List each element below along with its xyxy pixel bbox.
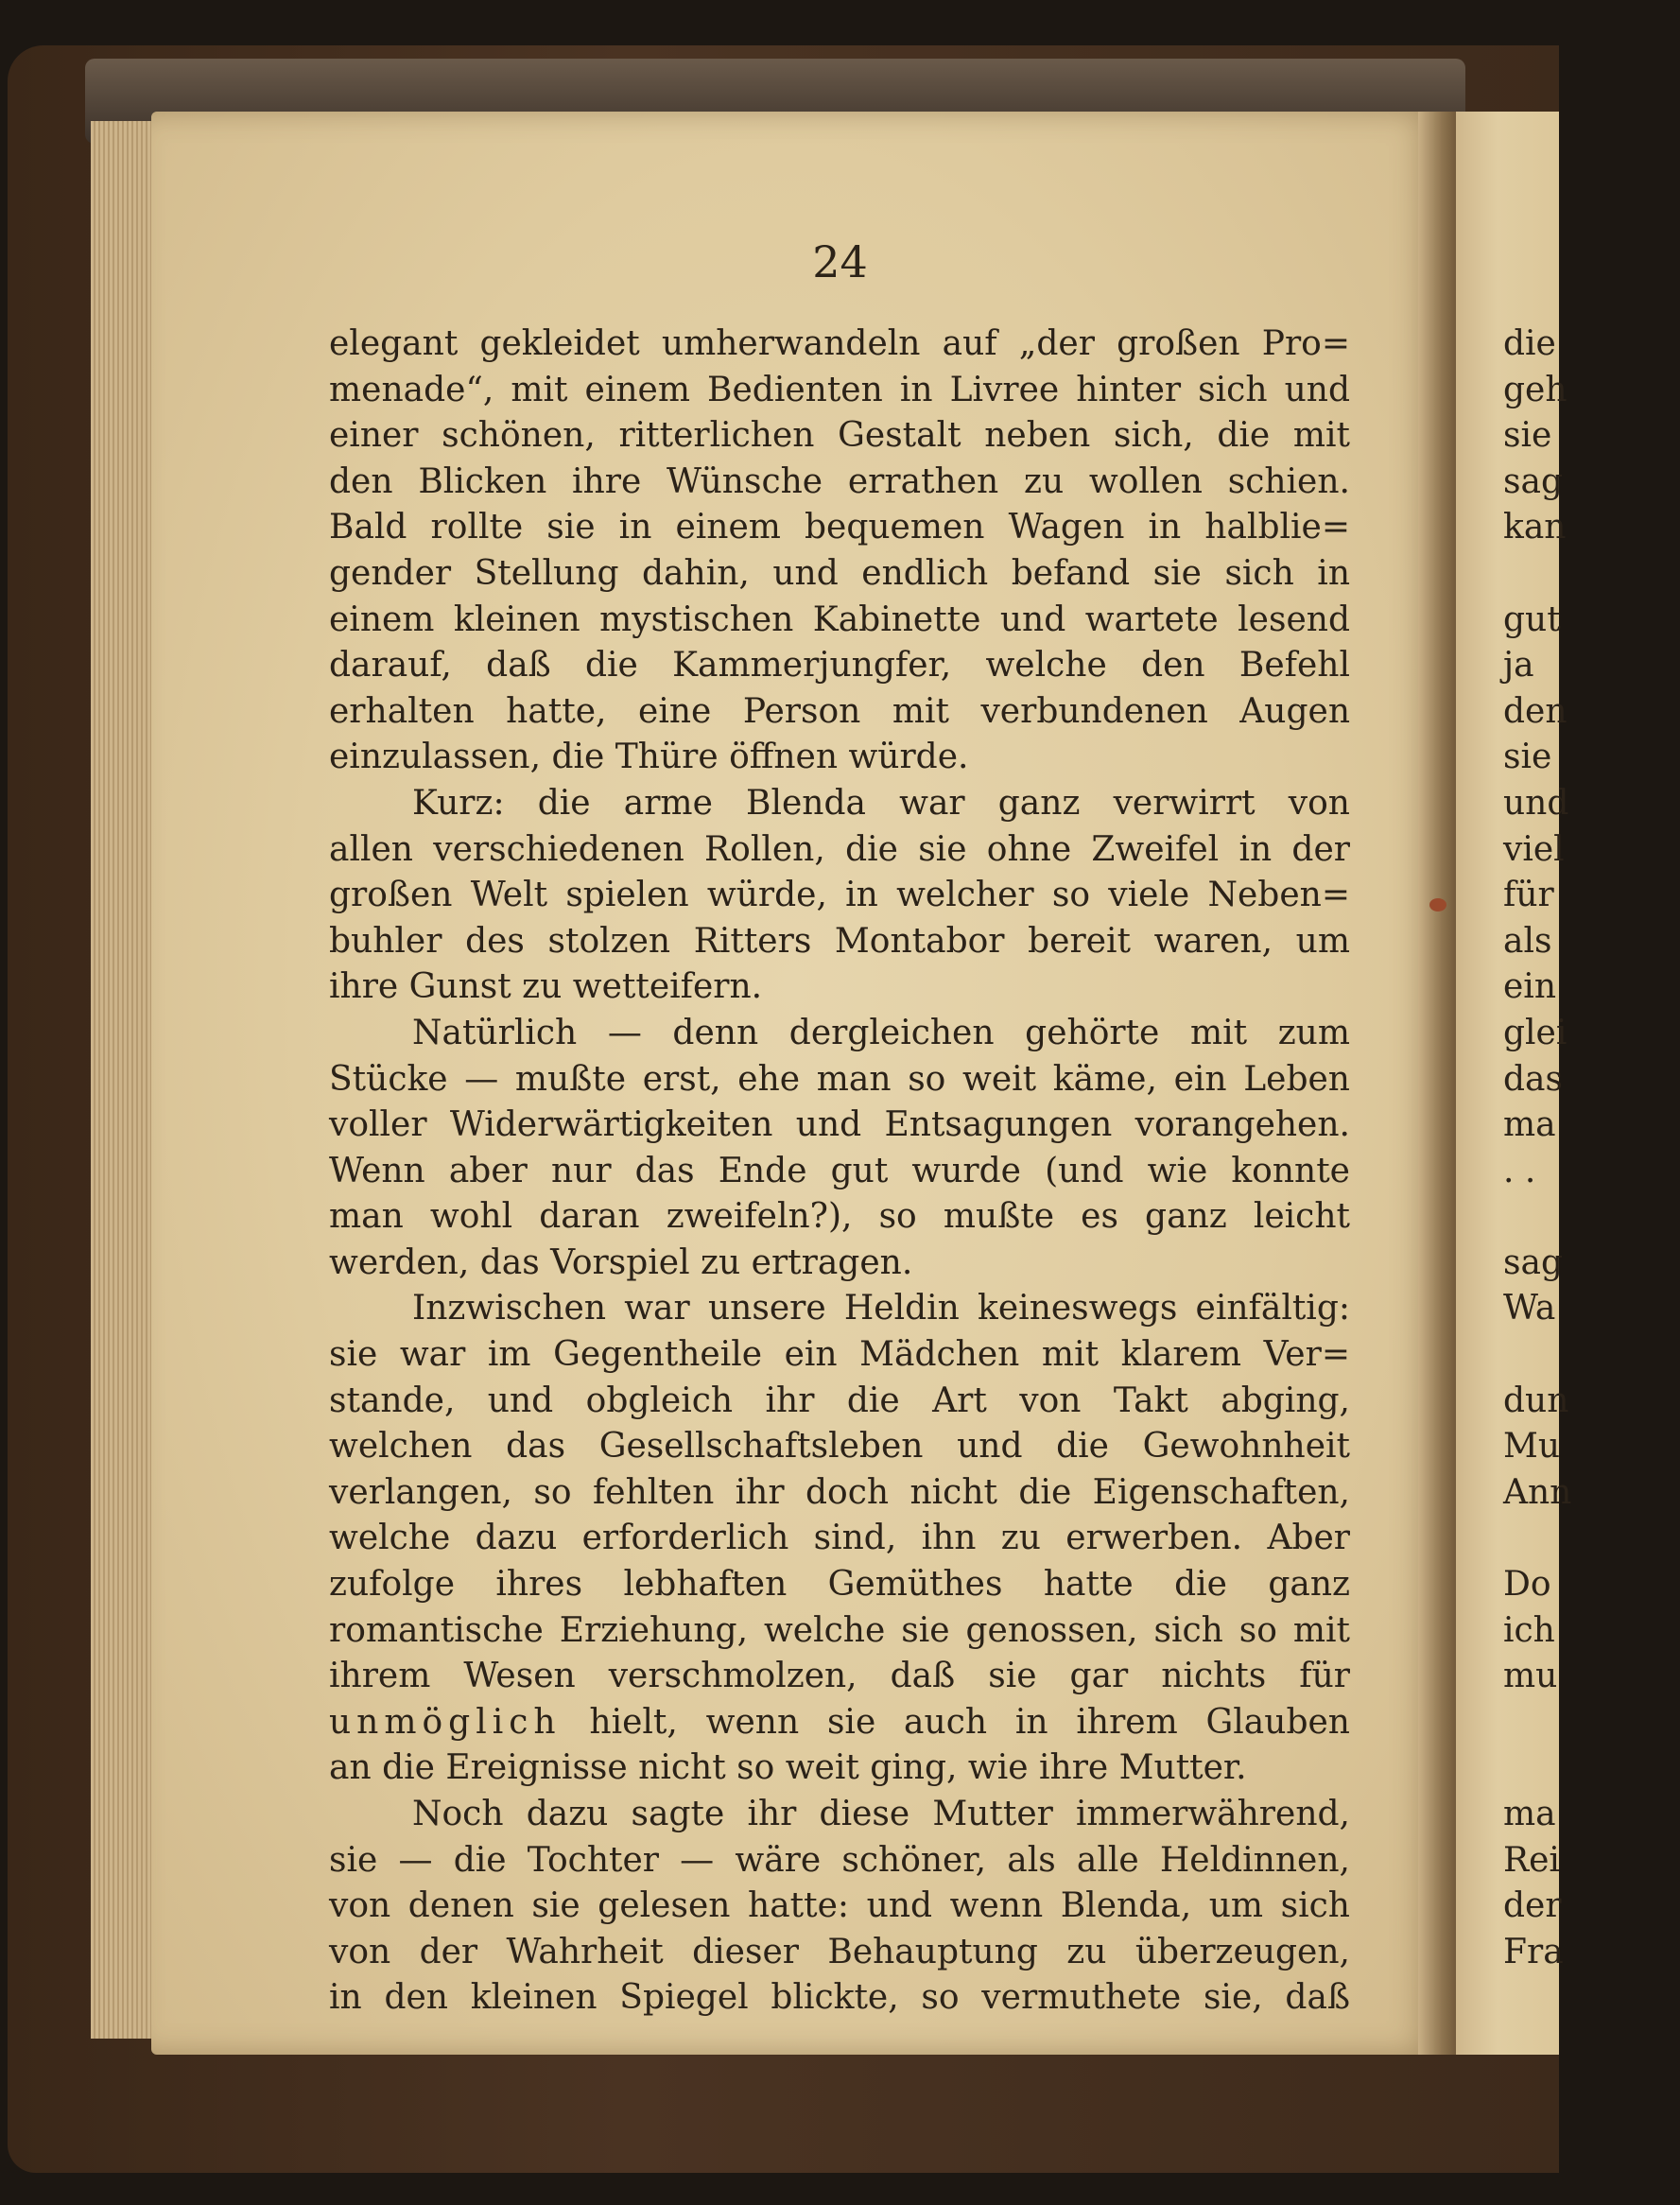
- facing-text-line: das: [1503, 1059, 1563, 1099]
- facing-text-line: [1503, 1516, 1560, 1562]
- facing-text-line: [1503, 1745, 1560, 1792]
- facing-text-line: ja: [1503, 646, 1534, 686]
- facing-page-text: [1503, 321, 1572, 1975]
- facing-text-line: [1503, 1332, 1560, 1379]
- facing-text-line: [1503, 1194, 1560, 1241]
- text-line: Natürlich — denn dergleichen gehörte mit zum: [412, 1013, 1350, 1052]
- facing-text-line: ma: [1503, 1795, 1556, 1833]
- text-line: sie — die Tochter — wäre schöner, als alle Heldinnen,: [329, 1840, 1350, 1880]
- book-gutter: [1418, 112, 1458, 2055]
- text-line: unmöglich hielt, wenn sie auch in ihrem Glauben: [329, 1702, 1350, 1742]
- facing-text-line: der: [1503, 1886, 1562, 1926]
- facing-text-line: Wa: [1503, 1289, 1556, 1328]
- facing-text-line: . .: [1503, 1151, 1536, 1190]
- facing-text-line: sie: [1503, 738, 1552, 777]
- text-line: elegant gekleidet umherwandeln auf „der großen Pro=: [329, 324, 1350, 363]
- facing-text-line: [1503, 1700, 1560, 1746]
- emphasis-word: unmöglich: [329, 1702, 562, 1742]
- text-line: romantische Erziehung, welche sie genossen, sich so mit: [329, 1610, 1350, 1650]
- facing-text-line: ma: [1503, 1105, 1556, 1145]
- text-line: werden, das Vorspiel zu ertragen.: [329, 1242, 913, 1282]
- facing-text-line: die: [1503, 324, 1556, 363]
- text-line: einzulassen, die Thüre öffnen würde.: [329, 738, 969, 777]
- text-line: menade“, mit einem Bedienten in Livree hinter sich und: [329, 370, 1350, 409]
- facing-text-line: ein: [1503, 967, 1557, 1007]
- facing-text-line: kan: [1503, 508, 1567, 547]
- facing-text-line: geh: [1503, 370, 1567, 409]
- facing-text-line: sie: [1503, 416, 1552, 456]
- text-line: darauf, daß die Kammerjungfer, welche den Befehl: [329, 646, 1350, 686]
- text-line: von der Wahrheit dieser Behauptung zu überzeugen,: [329, 1932, 1350, 1971]
- text-line: welchen das Gesellschaftsleben und die Gewohnheit: [329, 1427, 1350, 1467]
- text-line: großen Welt spielen würde, in welcher so viele Neben=: [329, 876, 1350, 915]
- facing-text-line: mu: [1503, 1657, 1558, 1696]
- text-line: einem kleinen mystischen Kabinette und wartete lesend: [329, 599, 1350, 639]
- text-line: gender Stellung dahin, und endlich befand sie sich in: [329, 553, 1350, 593]
- facing-text-line: gut: [1503, 599, 1561, 639]
- text-line: zufolge ihres lebhaften Gemüthes hatte die ganz: [329, 1565, 1350, 1605]
- text-line: einer schönen, ritterlichen Gestalt neben sich, die mit: [329, 416, 1350, 456]
- text-line: stande, und obgleich ihr die Art von Takt abging,: [329, 1380, 1350, 1420]
- text-line: an die Ereignisse nicht so weit ging, wie ihre Mutter.: [329, 1748, 1247, 1788]
- text-line: verlangen, so fehlten ihr doch nicht die Eigenschaften,: [329, 1472, 1350, 1512]
- facing-text-line: für: [1503, 876, 1554, 915]
- facing-text-line: viel: [1503, 829, 1565, 869]
- facing-text-line: sag: [1503, 1242, 1563, 1282]
- facing-text-line: und: [1503, 783, 1569, 823]
- text-line: ihrem Wesen verschmolzen, daß sie gar nichts für: [329, 1657, 1350, 1696]
- text-line: welche dazu erforderlich sind, ihn zu erwerben. Aber: [329, 1519, 1350, 1558]
- facing-text-line: Ann: [1503, 1472, 1572, 1512]
- page-text: [329, 321, 1350, 2022]
- facing-text-line: glei: [1503, 1013, 1567, 1052]
- text-line: in den kleinen Spiegel blickte, so vermuthete sie, daß: [329, 1978, 1350, 2018]
- facing-text-line: Fra: [1503, 1932, 1564, 1971]
- text-line: ihre Gunst zu wetteifern.: [329, 967, 763, 1007]
- text-line: Stücke — mußte erst, ehe man so weit käme, ein Leben: [329, 1059, 1350, 1099]
- page-stain: [1429, 898, 1446, 912]
- page-number: 24: [812, 236, 868, 287]
- text-line: von denen sie gelesen hatte: und wenn Blenda, um sich: [329, 1886, 1350, 1926]
- facing-text-line: Rei: [1503, 1840, 1560, 1880]
- facing-text-line: sag: [1503, 461, 1563, 501]
- facing-text-line: ich: [1503, 1610, 1555, 1650]
- text-line: sie war im Gegentheile ein Mädchen mit klarem Ver=: [329, 1335, 1350, 1375]
- text-line: Noch dazu sagte ihr diese Mutter immerwährend,: [412, 1795, 1350, 1833]
- text-line: Wenn aber nur das Ende gut wurde (und wie konnte: [329, 1151, 1350, 1190]
- text-line: Bald rollte sie in einem bequemen Wagen in halblie=: [329, 508, 1350, 547]
- facing-text-line: den: [1503, 691, 1567, 731]
- facing-text-line: als: [1503, 921, 1552, 961]
- facing-text-line: Mu: [1503, 1427, 1561, 1467]
- text-line: Kurz: die arme Blenda war ganz verwirrt von: [412, 783, 1350, 823]
- text-line: allen verschiedenen Rollen, die sie ohne Zweifel in der: [329, 829, 1350, 869]
- facing-text-line: [1503, 551, 1560, 598]
- text-line: buhler des stolzen Ritters Montabor bereit waren, um: [329, 921, 1350, 961]
- text-line: erhalten hatte, eine Person mit verbundenen Augen: [329, 691, 1350, 731]
- text-line: Inzwischen war unsere Heldin keineswegs einfältig:: [412, 1289, 1350, 1328]
- text-line: den Blicken ihre Wünsche errathen zu wollen schien.: [329, 461, 1350, 501]
- facing-text-line: dun: [1503, 1380, 1569, 1420]
- facing-text-line: Do: [1503, 1565, 1551, 1605]
- text-line: voller Widerwärtigkeiten und Entsagungen vorangehen.: [329, 1105, 1350, 1145]
- text-line: man wohl daran zweifeln?), so mußte es ganz leicht: [329, 1197, 1350, 1237]
